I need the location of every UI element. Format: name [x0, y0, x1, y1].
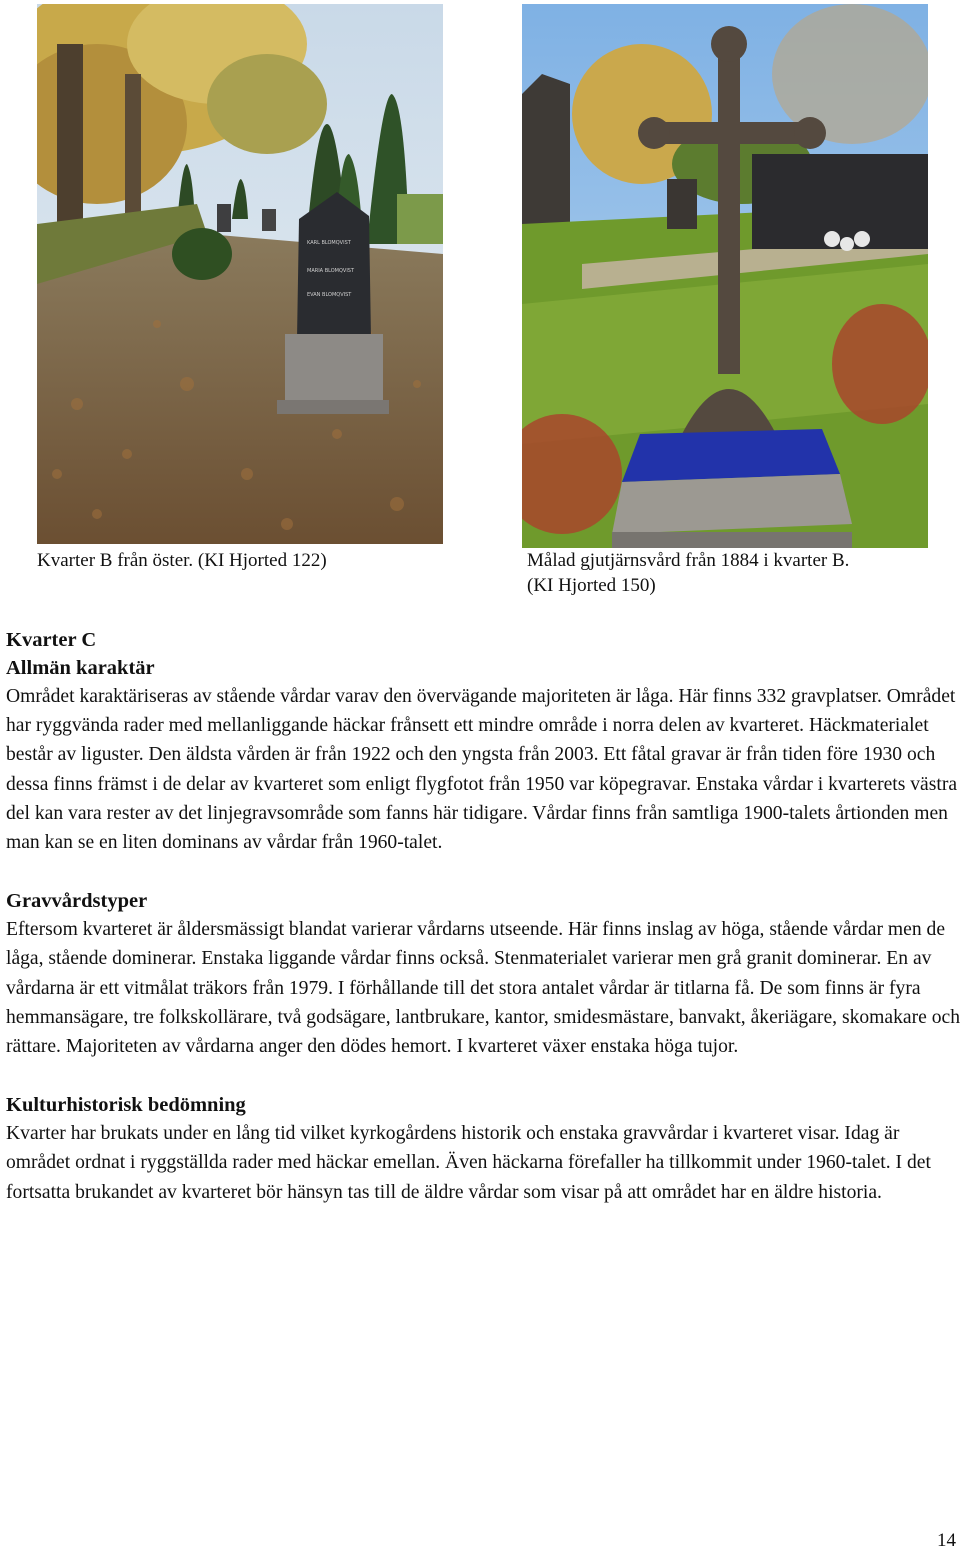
section-title-kulturhistorisk-bedomning: Kulturhistorisk bedömning — [6, 1094, 246, 1117]
page-heading: Kvarter C — [6, 629, 97, 651]
document-body — [6, 626, 960, 1207]
spacer — [6, 857, 960, 887]
headstone-line-3: EVAN BLOMQVIST — [307, 292, 352, 298]
section-body-allman-karaktar: Området karaktäriseras av stående vårdar varav den övervägande majoriteten är låga. Här finns 332 gravplatser. Området har ryggvända rader med mellanliggande häckar frånsett ett mindre område i norra delen av kvarteret. Häckmaterialet består av liguster. Den äldsta vården är från 1922 och den yngsta från 2003. Ett fåtal gravar är från tiden före 1930 och dessa finns främst i de delar av kvarteret som enligt flygfotot från 1950 var köpegravar. Enstaka vårdar i kvarterets västra del kan vara rester av det linjegravsområde som fanns här tidigare. Vårdar finns från samtliga 1900-talets årtionden men man kan se en liten dominans av vårdar från 1960-talet. — [6, 686, 958, 854]
caption-right — [527, 548, 947, 598]
caption-left: Kvarter B från öster. (KI Hjorted 122) — [37, 550, 327, 571]
section-title-allman-karaktar: Allmän karaktär — [6, 657, 155, 679]
photo-cast-iron-cross — [522, 4, 928, 548]
section-body-kulturhistorisk-bedomning: Kvarter har brukats under en lång tid vilket kyrkogårdens historik och enstaka gravvårdar i kvarteret visar. Idag är området ordnat i ryggställda rader med häckar emellan. Även häckarna förefaller ha tillkommit under 1960-talet. I det fortsatta brukandet av kvarteret bör hänsyn tas till de äldre vårdar som visar på att området har en äldre historia. — [6, 1123, 931, 1203]
headstone-line-1: KARL BLOMQVIST — [307, 240, 351, 246]
section-body-gravvardstyper: Eftersom kvarteret är åldersmässigt blandat varierar vårdarns utseende. Här finns inslag av höga, stående vårdar men de låga, stående dominerar. Enstaka liggande vårdar finns också. Stenmaterialet varierar men grå granit dominerar. En av vårdarna är ett vitmålat träkors från 1979. I förhållande till det stora antalet vårdar är titlarna få. De som finns är fyra hemmansägare, tre folkskollärare, två godsägare, lantbrukare, kantor, smidesmästare, banvakt, åkeriägare, skomakare och rättare. Majoriteten av vårdarna anger den dödes hemort. I kvarteret växer enstaka höga tujor. — [6, 919, 960, 1058]
spacer — [6, 1061, 960, 1091]
headstone-line-2: MARIA BLOMQVIST — [307, 268, 355, 274]
caption-right-line-1: Målad gjutjärnsvård från 1884 i kvarter B. — [527, 550, 850, 571]
caption-right-line-2: (KI Hjorted 150) — [527, 575, 656, 596]
photo-kvarter-b — [37, 4, 443, 544]
section-title-gravvardstyper: Gravvårdstyper — [6, 890, 148, 913]
page-number: 14 — [937, 1530, 956, 1551]
